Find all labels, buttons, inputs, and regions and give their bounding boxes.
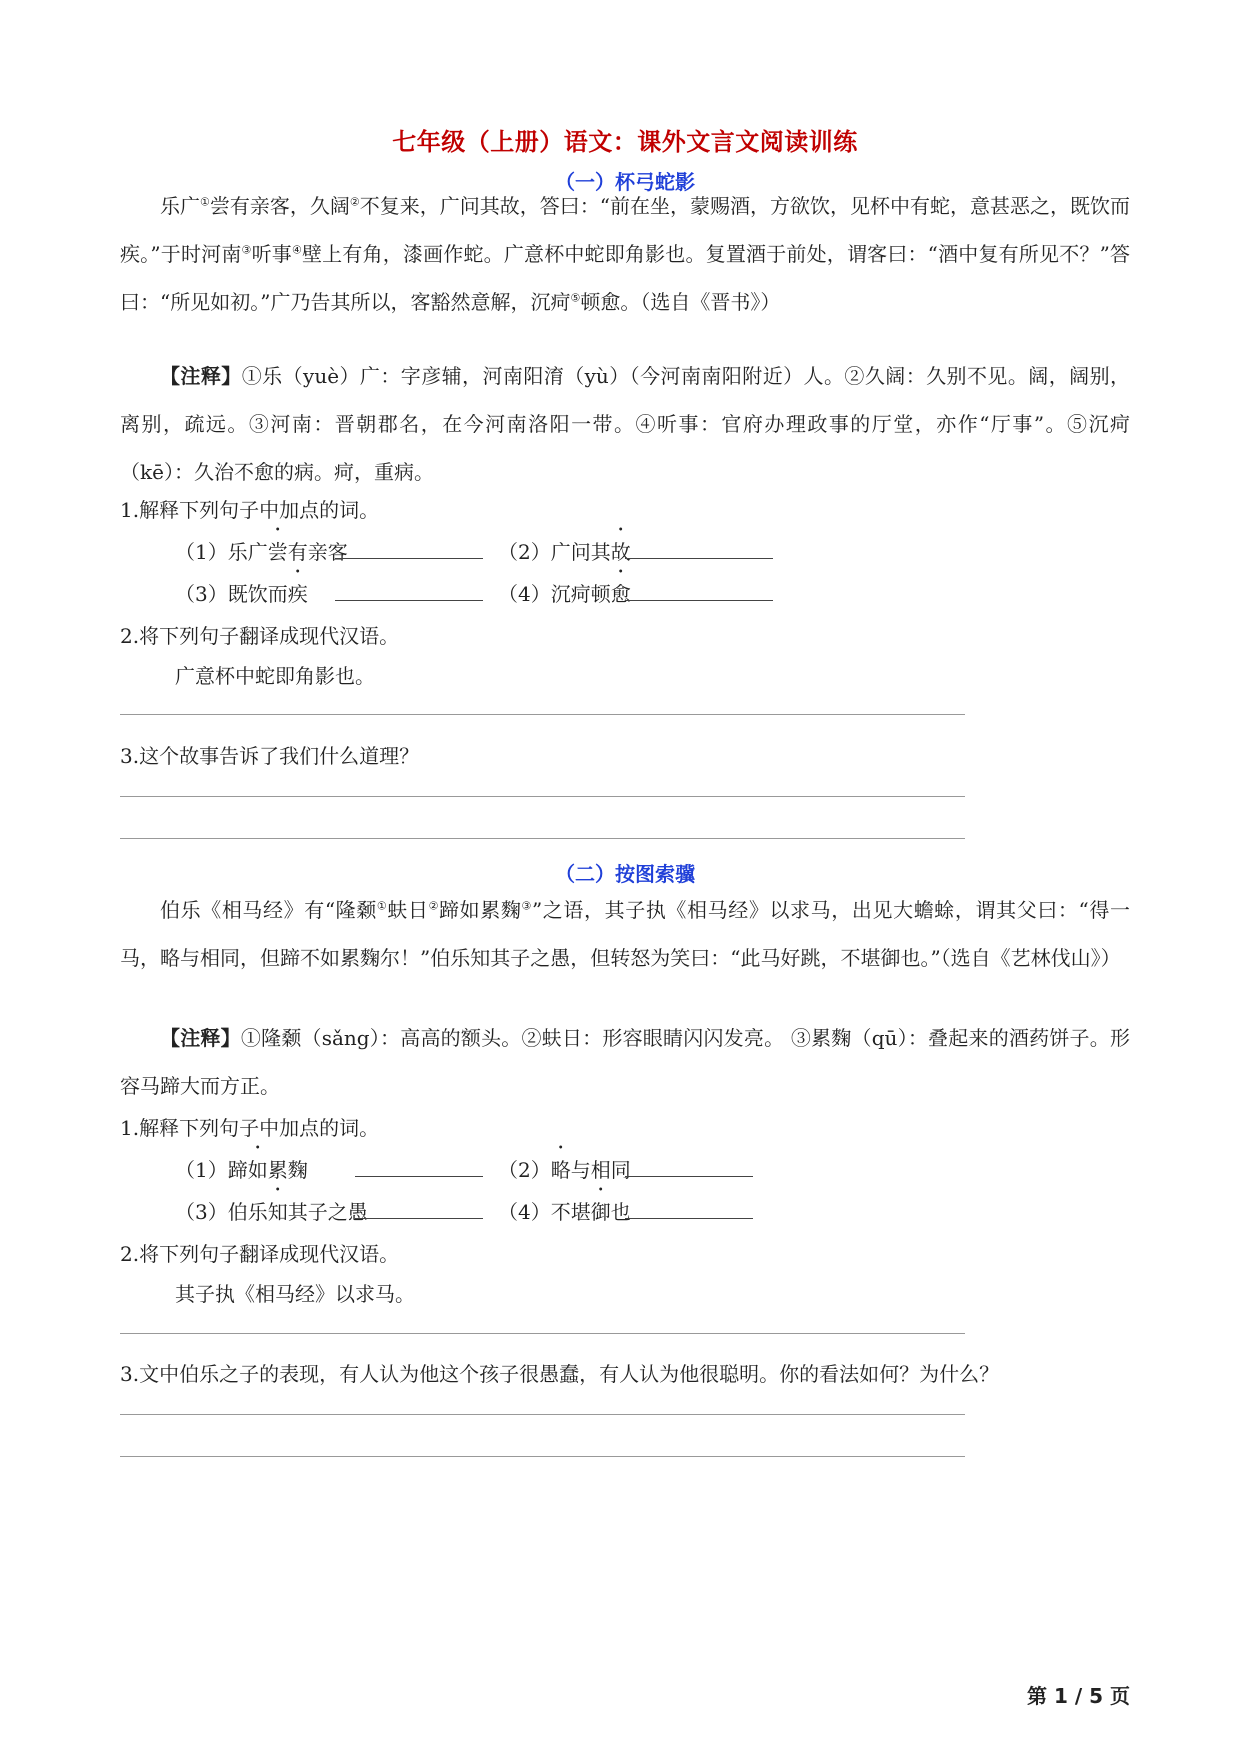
s2-q1-answer-3[interactable]	[355, 1196, 483, 1219]
section-2-question-2: 2.将下列句子翻译成现代汉语。	[120, 1242, 400, 1266]
s1-q3-answer-line-2[interactable]	[120, 838, 965, 839]
s1-q1-answer-3[interactable]	[335, 578, 483, 601]
section-1-question-1: 1.解释下列句子中加点的词。	[120, 498, 380, 522]
section-2-question-2-sentence: 其子执《相马经》以求马。	[175, 1282, 415, 1306]
document-title: 七年级（上册）语文：课外文言文阅读训练	[392, 128, 858, 156]
section-1-question-2-sentence: 广意杯中蛇即角影也。	[175, 664, 375, 688]
section-2-question-1: 1.解释下列句子中加点的词。	[120, 1116, 380, 1140]
section-2-heading: （二）按图索骥	[555, 862, 695, 886]
s1-q3-answer-line-1[interactable]	[120, 796, 965, 797]
section-1-question-3: 3.这个故事告诉了我们什么道理？	[120, 744, 420, 768]
section-1-question-2: 2.将下列句子翻译成现代汉语。	[120, 624, 400, 648]
section-1-passage: 乐广①尝有亲客，久阔②不复来，广问其故，答曰：“前在坐，蒙赐酒，方欲饮，见杯中有蛇，意甚恶之，既饮而疾。”于时河南③听事④壁上有角，漆画作蛇。广意杯中蛇即角影也。复置酒于前处，谓客曰：“酒中复有所见不？”答曰：“所见如初。”广乃告其所以，客豁然意解，沉疴⑤顿愈。（选自《晋书》）	[120, 194, 1131, 314]
s2-q3-answer-line-2[interactable]	[120, 1456, 965, 1457]
section-1-notes: 【注释】①乐（yuè）广：字彦辅，河南阳淯（yù）（今河南南阳附近）人。②久阔：久别不见。阔，阔别，离别，疏远。③河南：晋朝郡名，在今河南洛阳一带。④听事：官府办理政事的厅堂，亦作“厅事”。⑤沉疴（kē）：久治不愈的病。疴，重病。	[120, 364, 1131, 484]
document-page	[120, 0, 1130, 1754]
s2-q2-answer-line[interactable]	[120, 1333, 965, 1334]
s2-q1-answer-4[interactable]	[625, 1196, 753, 1219]
s2-q1-answer-2[interactable]	[625, 1154, 753, 1177]
s1-q1-item-1: （1）乐广尝有亲客	[175, 540, 348, 564]
section-1-heading: （一）杯弓蛇影	[555, 170, 695, 194]
s2-q1-answer-1[interactable]	[355, 1154, 483, 1177]
s1-q1-item-4: （4）沉疴顿愈	[498, 582, 631, 606]
page-number: 第 1 / 5 页	[1027, 1684, 1130, 1708]
s1-q1-answer-2[interactable]	[625, 536, 773, 559]
s2-q1-item-3: （3）伯乐知其子之愚	[175, 1200, 368, 1224]
s1-q1-item-3: （3）既饮而疾	[175, 582, 308, 606]
section-2-notes: 【注释】①隆颡（sǎng）：高高的额头。②蚨日：形容眼睛闪闪发亮。 ③累麴（qū）：叠起来的酒药饼子。形容马蹄大而方正。	[120, 1026, 1130, 1098]
section-2-question-3: 3.文中伯乐之子的表现，有人认为他这个孩子很愚蠢，有人认为他很聪明。你的看法如何？为什么？	[120, 1362, 1000, 1386]
s2-q1-item-1: （1）蹄如累麴	[175, 1158, 308, 1182]
s1-q1-answer-1[interactable]	[335, 536, 483, 559]
s1-q1-answer-4[interactable]	[625, 578, 773, 601]
s1-q2-answer-line[interactable]	[120, 714, 965, 715]
s2-q3-answer-line-1[interactable]	[120, 1414, 965, 1415]
s2-q1-item-4: （4）不堪御也	[498, 1200, 631, 1224]
section-2-passage: 伯乐《相马经》有“隆颡①蚨日②蹄如累麴③”之语，其子执《相马经》以求马，出见大蟾蜍，谓其父曰：“得一马，略与相同，但蹄不如累麴尔！”伯乐知其子之愚，但转怒为笑曰：“此马好跳，不堪御也。”（选自《艺林伐山》）	[120, 898, 1130, 970]
s1-q1-item-2: （2）广问其故	[498, 540, 631, 564]
s2-q1-item-2: （2）略与相同	[498, 1158, 631, 1182]
